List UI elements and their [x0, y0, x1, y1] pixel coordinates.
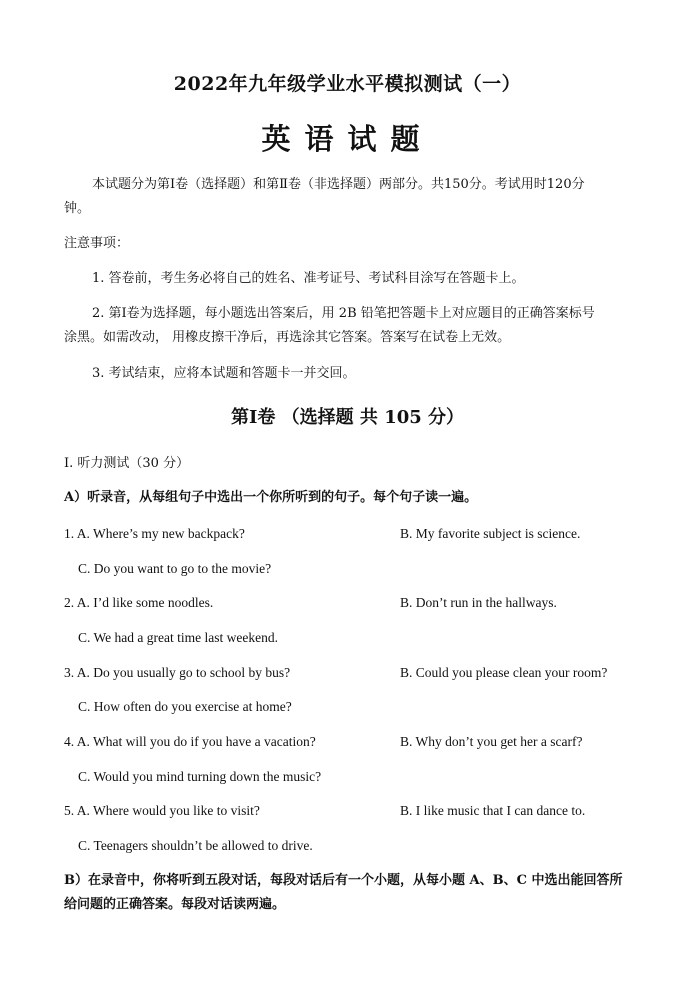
q1-option-c: C. Do you want to go to the movie?	[78, 561, 272, 576]
q2-option-c: C. We had a great time last weekend.	[78, 630, 278, 645]
q2-option-b: B. Don’t run in the hallways.	[400, 595, 557, 610]
part-b-instruction-line-2: 给问题的正确答案。每段对话读两遍。	[64, 897, 286, 912]
part1-heading: Ⅰ. 听力测试（30 分）	[64, 456, 190, 471]
notes-item-2-line-1: 2. 第Ⅰ卷为选择题，每小题选出答案后，用 2B 铅笔把答题卡上对应题目的正确答案标号	[92, 306, 595, 321]
notes-item-3: 3. 考试结束，应将本试题和答题卡一并交回。	[92, 366, 356, 381]
q4-option-b: B. Why don’t you get her a scarf?	[400, 734, 583, 749]
notes-item-2-line-2: 涂黑。如需改动， 用橡皮擦干净后，再选涂其它答案。答案写在试卷上无效。	[64, 330, 511, 345]
q5-option-a: 5. A. Where would you like to visit?	[64, 803, 260, 818]
q5-option-c: C. Teenagers shouldn’t be allowed to drive.	[78, 838, 313, 853]
notes-heading: 注意事项：	[64, 236, 130, 251]
q1-option-b: B. My favorite subject is science.	[400, 526, 581, 541]
q3-option-c: C. How often do you exercise at home?	[78, 699, 292, 714]
q3-option-b: B. Could you please clean your room?	[400, 665, 608, 680]
q4-option-c: C. Would you mind turning down the music?	[78, 769, 322, 784]
subject-title: 英语试题	[261, 122, 434, 156]
notes-item-1: 1. 答卷前，考生务必将自己的姓名、准考证号、考试科目涂写在答题卡上。	[92, 271, 525, 286]
q3-option-a: 3. A. Do you usually go to school by bus?	[64, 665, 291, 680]
q5-option-b: B. I like music that I can dance to.	[400, 803, 586, 818]
q1-option-a: 1. A. Where’s my new backpack?	[64, 526, 245, 541]
intro-line-2: 钟。	[64, 201, 91, 216]
exam-title: 2022年九年级学业水平模拟测试（一）	[173, 73, 522, 95]
part-a-instruction: A）听录音，从每组句子中选出一个你所听到的句子。每个句子读一遍。	[64, 490, 478, 505]
intro-line-1: 本试题分为第Ⅰ卷（选择题）和第Ⅱ卷（非选择题）两部分。共150分。考试用时120分	[92, 177, 585, 192]
section-title: 第Ⅰ卷 （选择题 共 105 分）	[230, 407, 465, 428]
part-b-instruction-line-1: B）在录音中，你将听到五段对话，每段对话后有一个小题，从每小题 A、B、C 中选出能回答所	[64, 873, 623, 888]
q4-option-a: 4. A. What will you do if you have a vacation?	[64, 734, 316, 749]
q2-option-a: 2. A. I’d like some noodles.	[64, 595, 214, 610]
